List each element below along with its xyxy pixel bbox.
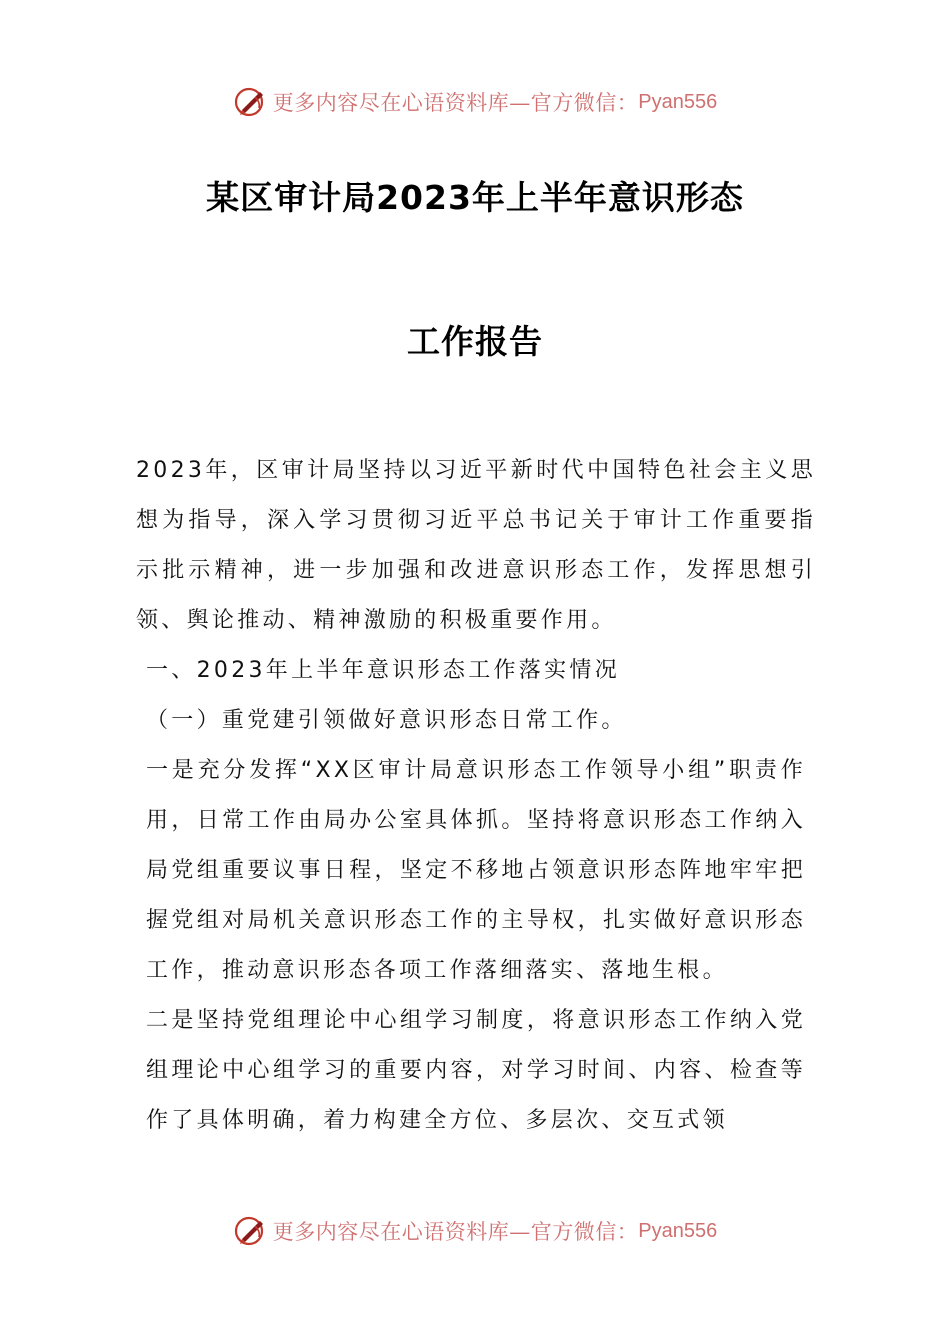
watermark-header [0,80,950,124]
watermark-text: 更多内容尽在心语资料库—官方微信： [272,91,639,115]
watermark-footer [0,1209,950,1253]
body-paragraph: 一是充分发挥“XX区审计局意识形态工作领导小组”职责作用，日常工作由局办公室具体抓。坚持将意识形态工作纳入局党组重要议事日程，坚定不移地占领意识形态阵地牢牢把握党组对局机关意识形态工作的主导权，扎实做好意识形态工作，推动意识形态各项工作落细落实、落地生根。 [146,758,806,983]
watermark-wechat-id: Pyan556 [638,90,718,113]
watermark-text: 更多内容尽在心语资料库—官方微信： [272,1220,639,1244]
body-paragraph: 二是坚持党组理论中心组学习制度，将意识形态工作纳入党组理论中心组学习的重要内容，对学习时间、内容、检查等作了具体明确，着力构建全方位、多层次、交互式领 [146,1008,806,1133]
intro-paragraph: 2023年，区审计局坚持以习近平新时代中国特色社会主义思想为指导，深入学习贯彻习近平总书记关于审计工作重要指示批示精神，进一步加强和改进意识形态工作，发挥思想引领、舆论推动、精神激励的积极重要作用。 [136,458,816,633]
pen-logo-icon [233,84,269,120]
watermark-wechat-id: Pyan556 [638,1219,718,1242]
document-title-line2: 工作报告 [407,322,543,361]
document-body [136,446,816,1146]
subsection-heading: （一）重党建引领做好意识形态日常工作。 [146,708,627,733]
section-heading: 一、2023年上半年意识形态工作落实情况 [146,658,620,683]
document-title-line1: 某区审计局2023年上半年意识形态 [206,178,744,217]
pen-logo-icon [233,1213,269,1249]
